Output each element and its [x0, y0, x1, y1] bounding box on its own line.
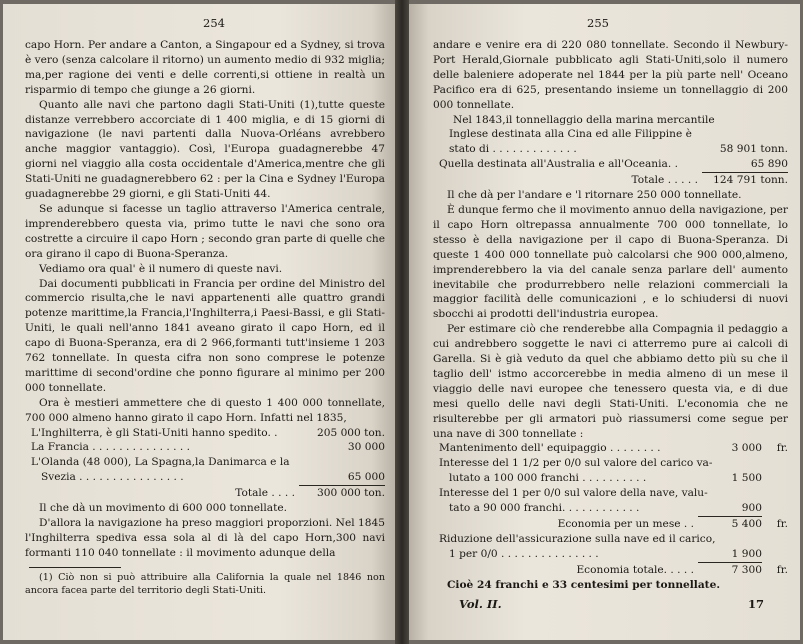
- table-row: Svezia . . . . . . . . . . . . . . . . 65 000: [31, 470, 385, 486]
- closing-line: Cioè 24 franchi e 33 centesimi per tonnellate.: [447, 578, 721, 591]
- table-total-row: Totale . . . . . 124 791 tonn.: [631, 174, 788, 187]
- paragraph: Dai documenti pubblicati in Francia per ordine del Ministro del commercio risulta,che le navi appartenenti alle quattro grandi potenze marittime,la Francia,l'Inghilterra,i Paesi-Bassi, e gli Stati-Uniti, le quali nell'anno 1841 aveano girato il capo Horn, ed il capo di Buona-Speranza, era di 2 966,formanti tutt'insieme 1 203 762 tonnellate. In questa cifra non sono comprese le potenze marittime di second'ordine che ponno figurare al minimo per 200 000 tonnellate.: [25, 277, 385, 394]
- table-row: 1 per 0/0 . . . . . . . . . . . . . . . 1 900: [439, 547, 788, 563]
- paragraph: Ora è mestieri ammettere che di questo 1 400 000 tonnellate, 700 000 almeno hanno girato il capo Horn. Infatti nel 1835,: [25, 396, 385, 424]
- table-row: lutato a 100 000 franchi . . . . . . . . . . 1 500: [449, 472, 762, 485]
- table-subtotal-row: Economia per un mese . . 5 400 fr.: [557, 518, 788, 530]
- savings-table: [439, 441, 788, 577]
- book-gutter: [395, 0, 409, 644]
- table-row: Interesse del 1 per 0/0 sul valore della nave, valu-: [439, 487, 708, 500]
- table-row: tato a 90 000 franchi. . . . . . . . . . . . 900: [439, 501, 788, 517]
- paragraph: D'allora la navigazione ha preso maggiori proporzioni. Nel 1845 l'Inghilterra spediva essa sola al di là del capo Horn,300 navi formanti 110 040 tonnellate : il movimento adunque della: [25, 517, 385, 559]
- paragraph: Vediamo ora qual' è il numero di queste navi.: [39, 262, 283, 275]
- page-footer: [433, 597, 788, 611]
- table-row: Mantenimento dell' equipaggio . . . . . . . . 3 000 fr.: [439, 442, 788, 455]
- tonnage-table-1835: [31, 426, 385, 502]
- paragraph: andare e venire era di 220 080 tonnellate. Secondo il Newbury-Port Herald,Giornale pubblicato agli Stati-Uniti,solo il numero delle baleniere adoperate nel 1844 per la più parte nell' Oceano Pacifico era di 625, presentando insieme un tonnellaggio di 200 000 tonnellate.: [433, 39, 788, 111]
- tonnage-table-1843: [439, 113, 788, 189]
- table-row: Riduzione dell'assicurazione sulla nave ed il carico,: [439, 532, 716, 545]
- left-page: [3, 4, 395, 640]
- table-total-row: Economia totale. . . . . 7 300 fr.: [576, 563, 788, 576]
- volume-label: Vol. II.: [459, 596, 502, 611]
- right-page: [409, 4, 800, 640]
- table-row: L'Inghilterra, è gli Stati-Uniti hanno spedito. . 205 000 ton.: [31, 426, 385, 439]
- paragraph: Quanto alle navi che partono dagli Stati-Uniti (1),tutte queste distanze verrebbero accorciate di 1 400 miglia, e di 15 giorni di navigazione (le navi partenti dalla Nuova-Orléans avrebbero anche maggior vantaggio). Così, l'Europa guadagnerebbe 47 giorni nel viaggio alla costa occidentale d'America,mentre che gli Stati-Uniti ne guadagnerebbero 62 : per la Cina e Sydney l'Europa guadagnerebbe 29 giorni, e gli Stati-Uniti 44.: [25, 98, 385, 201]
- page-number-left: 254: [203, 16, 225, 30]
- paragraph: Se adunque si facesse un taglio attraverso l'America centrale, imprenderebbero questa via, primo tutte le navi che sono ora costrette a circuire il capo Horn ; secondo gran parte di quelle che ora girano il capo di Buona-Speranza.: [25, 202, 385, 260]
- page-number-right: 255: [587, 16, 609, 30]
- table-row: Interesse del 1 1/2 per 0/0 sul valore del carico va-: [439, 457, 713, 470]
- table-row: Quella destinata all'Australia e all'Oceania. . 65 890: [439, 157, 788, 173]
- table-heading: Nel 1843,il tonnellaggio della marina mercantile: [453, 113, 715, 126]
- footnote-divider: [29, 567, 121, 568]
- paragraph: capo Horn. Per andare a Canton, a Singapour ed a Sydney, si trova è vero (senza calcolare il ritorno) un aumento medio di 932 miglia; ma,per ragione dei venti e delle correnti,si ottiene in realtà un risparmio di tempo che giunge a 26 giorni.: [25, 39, 385, 96]
- table-row: Inglese destinata alla Cina ed alle Filippine è: [449, 128, 692, 141]
- table-row: L'Olanda (48 000), La Spagna,la Danimarca e la: [31, 456, 290, 469]
- table-row: La Francia . . . . . . . . . . . . . . . 30 000: [31, 441, 385, 454]
- paragraph: È dunque fermo che il movimento annuo della navigazione, per il capo Horn oltrepassa annualmente 700 000 tonnellate, lo stesso è della navigazione per il capo di Buona-Speranza. Di queste 1 400 000 tonnellate può calcolarsi che 900 000,almeno, imprenderebbero la via del canale senza parlare dell' aumento inevitabile che produrrebbero nelle relazioni commerciali la maggior facilità delle comunicazioni , e lo schiudersi di nuovi sbocchi ai prodotti dell'industria europea.: [433, 203, 788, 321]
- paragraph: Il che dà per l'andare e 'l ritornare 250 000 tonnellate.: [447, 189, 742, 202]
- paragraph: Per estimare ciò che renderebbe alla Compagnia il pedaggio a cui andrebbero soggette le navi ci atterremo pure ai calcoli di Garella. Si è già veduto da quel che abbiamo detto più su che il taglio dell' istmo accorcerebbe in media almeno di un mese il viaggio delle navi europee che tenessero questa via, e di due mesi quello delle navi degli Stati-Uniti. L'economia che ne risulterebbe per gli armatori può riassumersi come segue per una nave di 300 tonnellate :: [433, 323, 788, 440]
- signature-number: 17: [747, 596, 764, 611]
- table-row: stato di . . . . . . . . . . . . . 58 901 tonn.: [449, 143, 788, 156]
- paragraph: Il che dà un movimento di 600 000 tonnellate.: [39, 502, 287, 515]
- table-total-row: Totale . . . . 300 000 ton.: [235, 487, 385, 500]
- footnote: (1) Ciò non si può attribuire alla California la quale nel 1846 non ancora facea parte del territorio degli Stati-Uniti.: [25, 571, 385, 596]
